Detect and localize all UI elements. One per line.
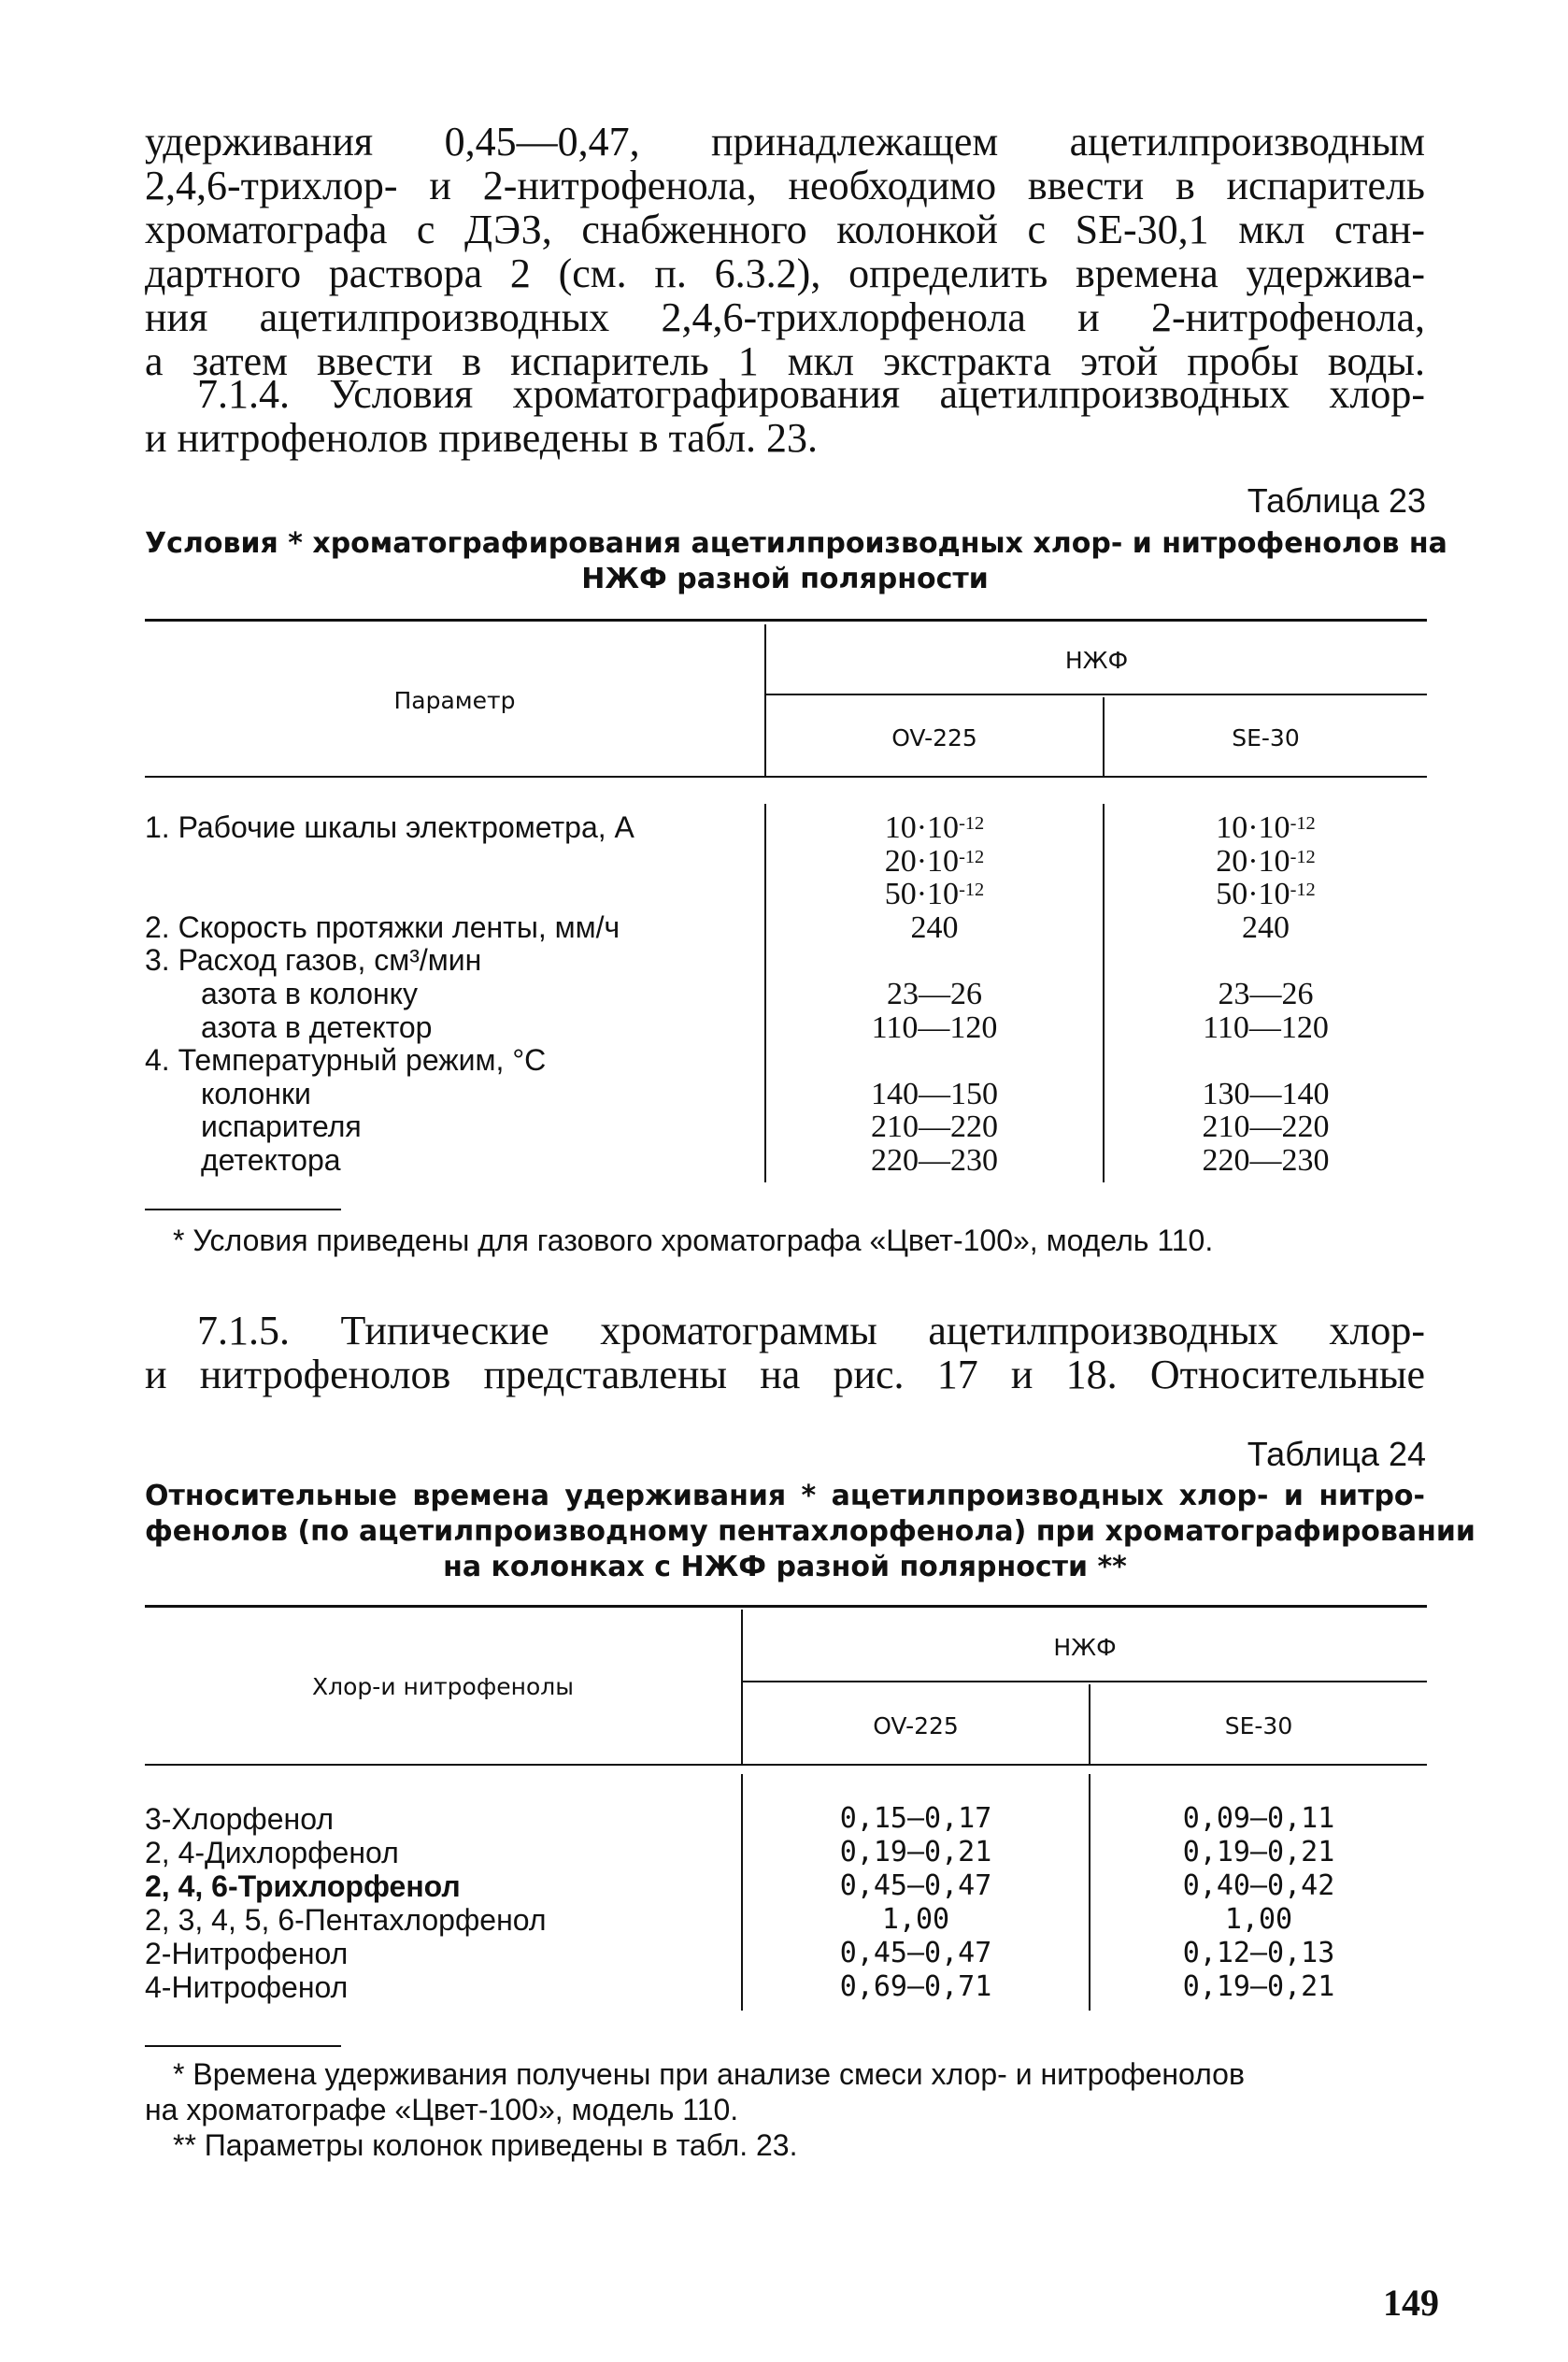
table-row: 2. Скорость протяжки ленты, мм/ч [145,909,620,944]
table-header-rule [145,1764,1427,1766]
table-cell: 210—220 [1202,1109,1330,1145]
table-row: 2, 4, 6-Трихлорфенол [145,1869,461,1903]
ov225-column [766,811,1103,1178]
table-row: 4-Нитрофенол [145,1970,349,2004]
table-cell: 0,19—0,21 [1182,1970,1335,2003]
table-top-rule [145,619,1427,622]
table-cell: 0,45—0,47 [839,1869,992,1902]
table-row: 3-Хлорфенол [145,1802,334,1836]
table-row: 2, 4-Дихлорфенол [145,1836,399,1869]
table-cell: 110—120 [1203,1009,1329,1045]
table-divider [741,1610,743,1764]
table-row: азота в детектор [201,1009,433,1044]
table-cell: 0,40—0,42 [1182,1869,1335,1902]
caption-line: Относительные времена удерживания * ацетилпроизводных хлор- и нитро- [145,1480,1425,1512]
header-col2: SE-30 [1232,724,1300,752]
table-divider [766,694,1427,695]
table-divider [743,1681,1427,1682]
footnote-rule [145,1209,341,1210]
caption-line: фенолов (по ацетилпроизводному пентахлорфенола) при хроматографировании [145,1515,1475,1548]
table-cell: $20\cdot 10^{-12}$ [884,843,985,879]
table-cell: $50\cdot 10^{-12}$ [1216,877,1316,912]
header-group: НЖФ [1064,647,1129,674]
table-cell [766,1044,1103,1078]
page-number: 149 [1383,2282,1439,2324]
header-param: Хлор-и нитрофенолы [312,1673,574,1700]
intro-paragraph [145,120,1425,383]
table-24-caption [145,1479,1475,1585]
table-row: 2-Нитрофенол [145,1937,349,1970]
table-cell: 23—26 [1218,976,1314,1011]
table-cell: 0,09—0,11 [1182,1802,1335,1835]
header-col2: SE-30 [1224,1712,1293,1739]
table-cell: 220—230 [871,1142,998,1178]
table-cell: 140—150 [871,1076,998,1111]
table-cell [766,944,1103,978]
table-23-footnote: * Условия приведены для газового хроматографа «Цвет-100», модель 110. [173,1224,1214,1257]
table-cell: $20\cdot 10^{-12}$ [1216,843,1316,879]
param-column [145,811,634,1178]
caption-line: Условия * хроматографирования ацетилпроизводных хлор- и нитрофенолов на [145,527,1447,560]
table-row: колонки [201,1076,311,1110]
table-row [145,878,634,911]
caption-line: на колонках с НЖФ разной полярности ** [443,1551,1127,1583]
table-cell: 0,69—0,71 [839,1970,992,2003]
table-cell: 110—120 [871,1009,998,1045]
text-line: и нитрофенолов приведены в табл. 23. [145,415,819,461]
table-23-caption [145,526,1447,597]
header-col1: OV-225 [891,724,977,752]
header-col1: OV-225 [873,1712,959,1739]
table-24-footnote: ** Параметры колонок приведены в табл. 23. [173,2128,798,2162]
text-line: удерживания 0,45—0,47, принадлежащем ацетилпроизводным [145,119,1425,165]
table-row: азота в колонку [201,976,419,1010]
text-line: и нитрофенолов представлены на рис. 17 и 18. Относительные [145,1352,1425,1397]
table-row: 2, 3, 4, 5, 6-Пентахлорфенол [145,1903,547,1937]
table-cell: 23—26 [887,976,982,1011]
table-cell: 0,12—0,13 [1182,1937,1335,1969]
table-cell: 1,00 [881,1903,950,1936]
table-row: детектора [201,1142,341,1177]
se30-column [1105,811,1427,1178]
ov225-column [743,1802,1089,2004]
table-top-rule [145,1605,1427,1608]
caption-line: НЖФ разной полярности [581,563,989,595]
footnote-rule [145,2045,341,2047]
name-column [145,1802,547,2004]
section-7-1-4 [145,372,1425,460]
table-cell: 210—220 [871,1109,998,1145]
header-group: НЖФ [1053,1634,1117,1661]
text-line: хроматографа с ДЭЗ, снабженного колонкой с SE-30,1 мкл стан- [145,207,1425,252]
section-7-1-5 [145,1309,1425,1396]
table-cell: 0,15—0,17 [839,1802,992,1835]
text-line: дартного раствора 2 (см. п. 6.3.2), определить времена удержива- [145,251,1425,296]
table-header-rule [145,776,1427,778]
table-cell: 240 [1242,909,1290,945]
text-line: 7.1.4. Условия хроматографирования ацетилпроизводных хлор- [197,371,1425,417]
table-cell: 130—140 [1202,1076,1330,1111]
table-24-footnote: * Времена удерживания получены при анализе смеси хлор- и нитрофенолов [173,2057,1245,2091]
table-cell: $50\cdot 10^{-12}$ [884,877,985,912]
table-23-label: Таблица 23 [1247,481,1426,520]
table-cell [1105,944,1427,978]
table-24-footnote: на хроматографе «Цвет-100», модель 110. [145,2093,739,2126]
table-cell: $10\cdot 10^{-12}$ [1216,810,1316,845]
text-line: ния ацетилпроизводных 2,4,6-трихлорфенола и 2-нитрофенола, [145,294,1425,340]
se30-column [1090,1802,1427,2004]
table-row: 1. Рабочие шкалы электрометра, А [145,810,634,844]
table-cell: $10\cdot 10^{-12}$ [884,810,985,845]
table-row: 4. Температурный режим, °С [145,1043,547,1078]
table-row [145,845,634,879]
table-cell: 220—230 [1202,1142,1330,1178]
table-cell [1105,1044,1427,1078]
table-cell: 1,00 [1224,1903,1293,1936]
table-cell: 0,45—0,47 [839,1937,992,1969]
table-cell: 240 [910,909,959,945]
table-24-label: Таблица 24 [1247,1435,1426,1473]
table-cell: 0,19—0,21 [839,1836,992,1868]
table-row: испарителя [201,1109,362,1144]
table-row: 3. Расход газов, см³/мин [145,943,482,978]
table-cell: 0,19—0,21 [1182,1836,1335,1868]
text-line: 7.1.5. Типические хроматограммы ацетилпроизводных хлор- [197,1308,1425,1353]
text-line: а затем ввести в испаритель 1 мкл экстракта этой пробы воды. [145,338,1425,384]
header-param: Параметр [393,687,516,714]
text-line: 2,4,6-трихлор- и 2-нитрофенола, необходимо ввести в испаритель [145,163,1425,208]
